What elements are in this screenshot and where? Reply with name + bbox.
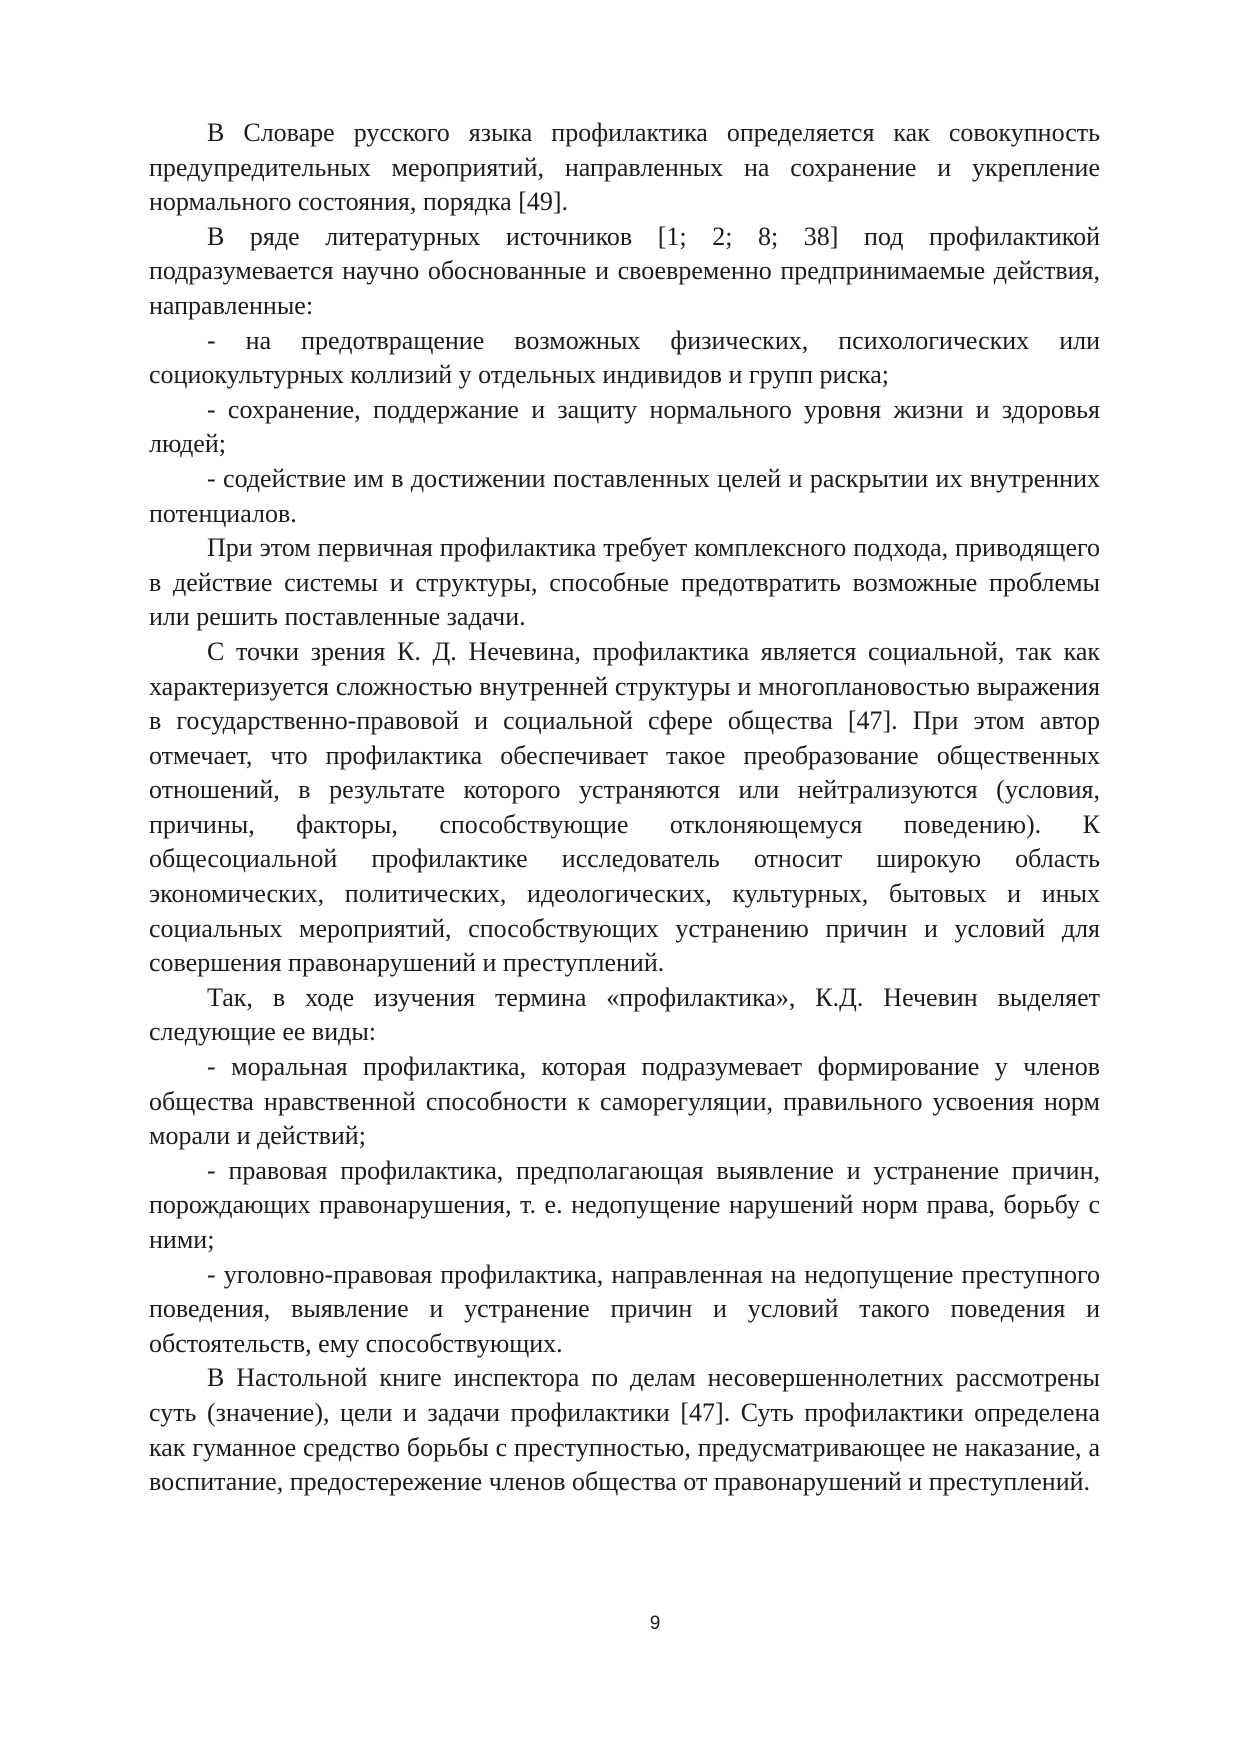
list-item-prevention: - на предотвращение возможных физических, психологических или социокультурных коллизий у отдельных индивидов и групп риска; <box>149 325 1100 390</box>
list-item-legal: - правовая профилактика, предполагающая выявление и устранение причин, порождающих правонарушения, т. е. недопущение нарушений норм права, борьбу с ними; <box>149 1155 1100 1254</box>
list-item-moral: - моральная профилактика, которая подразумевает формирование у членов общества нравственной способности к саморегуляции, правильного усвоения норм морали и действий; <box>149 1052 1100 1151</box>
paragraph-6: В Настольной книге инспектора по делам несовершеннолетних рассмотрены суть (значение), цели и задачи профилактики [47]. Суть профилактики определена как гуманное средство борьбы с преступностью, предусматривающее не наказание, а воспитание, предостережение членов общества от правонарушений и преступлений. <box>149 1363 1100 1497</box>
paragraph-3: При этом первичная профилактика требует комплексного подхода, приводящего в действие системы и структуры, способные предотвратить возможные проблемы или решить поставленные задачи. <box>149 533 1100 632</box>
list-item-assistance: - содействие им в достижении поставленных целей и раскрытии их внутренних потенциалов. <box>149 463 1100 528</box>
page-number: 9 <box>649 1613 661 1634</box>
list-item-preservation: - сохранение, поддержание и защиту нормального уровня жизни и здоровья людей; <box>149 394 1100 459</box>
body-text <box>149 116 1100 1500</box>
paragraph-5: Так, в ходе изучения термина «профилактика», К.Д. Нечевин выделяет следующие ее виды: <box>149 982 1100 1047</box>
paragraph-4: С точки зрения К. Д. Нечевина, профилактика является социальной, так как характеризуется сложностью внутренней структуры и многоплановостью выражения в государственно-правовой и социальной сфере общества [47]. При этом автор отмечает, что профилактика обеспечивает такое преобразование общественных отношений, в результате которого устраняются или нейтрализуются (условия, причины, факторы, способствующие отклоняющемуся поведению). К общесоциальной профилактике исследователь относит широкую область экономических, политических, идеологических, культурных, бытовых и иных социальных мероприятий, способствующих устранению причин и условий для совершения правонарушений и преступлений. <box>149 636 1100 978</box>
paragraph-2: В ряде литературных источников [1; 2; 8; 38] под профилактикой подразумевается научно обоснованные и своевременно предпринимаемые действия, направленные: <box>149 221 1100 320</box>
paragraph-1: В Словаре русского языка профилактика определяется как совокупность предупредительных мероприятий, направленных на сохранение и укрепление нормального состояния, порядка [49]. <box>149 118 1100 217</box>
list-item-criminal-legal: - уголовно-правовая профилактика, направленная на недопущение преступного поведения, выявление и устранение причин и условий такого поведения и обстоятельств, ему способствующих. <box>149 1259 1100 1358</box>
